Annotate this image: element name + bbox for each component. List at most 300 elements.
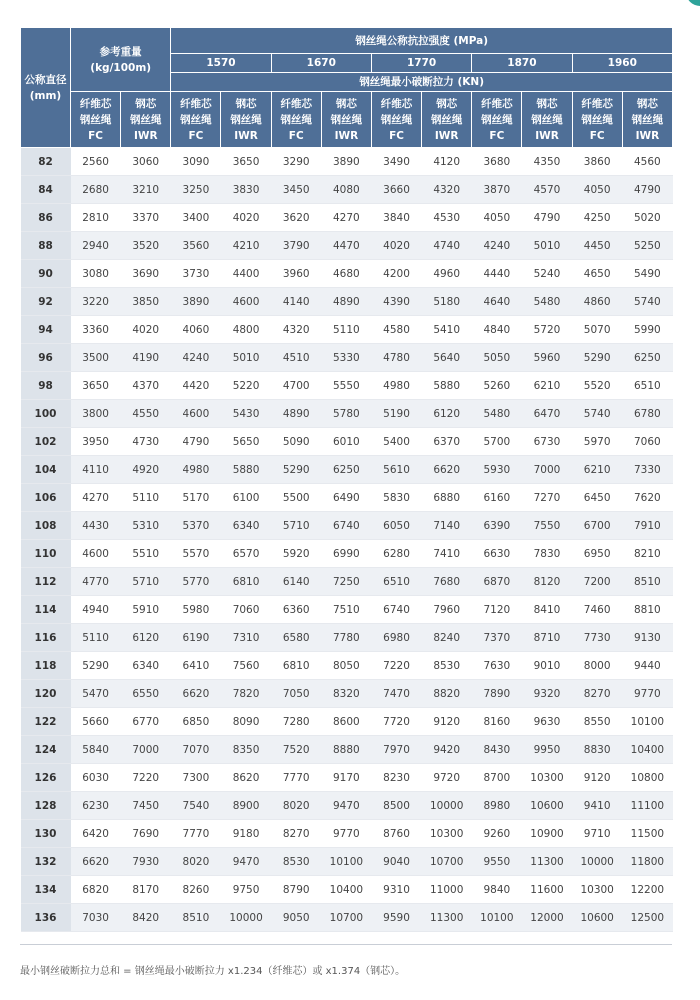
table-cell: 5470 [71, 680, 121, 708]
table-cell: 8980 [472, 792, 522, 820]
table-cell: 6490 [321, 484, 371, 512]
table-cell: 5910 [121, 596, 171, 624]
table-cell: 11800 [622, 848, 672, 876]
table-cell: 9180 [221, 820, 271, 848]
table-cell: 12200 [622, 876, 672, 904]
table-cell: 4060 [171, 316, 221, 344]
table-cell: 8510 [622, 568, 672, 596]
table-cell: 5290 [572, 344, 622, 372]
table-cell: 9710 [572, 820, 622, 848]
table-cell: 4890 [271, 400, 321, 428]
table-cell: 4580 [371, 316, 421, 344]
table-cell: 4650 [572, 260, 622, 288]
table-cell: 7030 [71, 904, 121, 932]
table-cell: 7770 [271, 764, 321, 792]
table-cell: 7300 [171, 764, 221, 792]
table-cell: 4320 [271, 316, 321, 344]
table-cell: 6010 [321, 428, 371, 456]
table-cell: 7470 [371, 680, 421, 708]
table-cell: 5840 [71, 736, 121, 764]
table-cell: 5710 [121, 568, 171, 596]
table-cell: 3890 [171, 288, 221, 316]
table-cell: 3520 [121, 232, 171, 260]
iwr-column-header [522, 92, 572, 148]
table-cell: 7540 [171, 792, 221, 820]
table-cell: 5110 [321, 316, 371, 344]
table-cell: 7820 [221, 680, 271, 708]
table-cell: 6620 [422, 456, 472, 484]
fc-header-line: 钢丝绳 [481, 113, 513, 126]
table-cell: 10300 [422, 820, 472, 848]
table-cell: 11300 [522, 848, 572, 876]
table-cell: 9630 [522, 708, 572, 736]
table-cell: 6160 [472, 484, 522, 512]
table-cell: 5980 [171, 596, 221, 624]
iwr-header-line: 钢丝绳 [631, 113, 664, 126]
table-cell: 6370 [422, 428, 472, 456]
table-cell: 10400 [622, 736, 672, 764]
row-diameter: 82 [21, 148, 71, 176]
table-cell: 8600 [321, 708, 371, 736]
table-cell: 6620 [71, 848, 121, 876]
table-cell: 6740 [321, 512, 371, 540]
wire-rope-spec-table [20, 27, 673, 932]
table-cell: 7830 [522, 540, 572, 568]
table-cell: 5610 [371, 456, 421, 484]
fc-header-line: FC [88, 129, 104, 142]
table-row [21, 428, 673, 456]
table-cell: 8710 [522, 624, 572, 652]
table-cell: 4080 [321, 176, 371, 204]
table-cell: 5510 [121, 540, 171, 568]
table-cell: 9120 [572, 764, 622, 792]
iwr-header-line: 钢丝绳 [330, 113, 363, 126]
table-cell: 10100 [321, 848, 371, 876]
breaking-force-title: 钢丝绳最小破断拉力 (KN) [171, 73, 673, 92]
iwr-header-line: 钢丝绳 [430, 113, 463, 126]
table-cell: 6030 [71, 764, 121, 792]
table-cell: 7140 [422, 512, 472, 540]
row-diameter: 112 [21, 568, 71, 596]
table-cell: 4270 [71, 484, 121, 512]
table-cell: 6810 [221, 568, 271, 596]
fc-header-line: 钢丝绳 [380, 113, 413, 126]
table-cell: 5960 [522, 344, 572, 372]
table-cell: 3620 [271, 204, 321, 232]
table-cell: 6550 [121, 680, 171, 708]
table-cell: 3960 [271, 260, 321, 288]
table-cell: 6950 [572, 540, 622, 568]
strength-title: 钢丝绳公称抗拉强度 (MPa) [171, 28, 673, 54]
row-diameter: 94 [21, 316, 71, 344]
table-row [21, 540, 673, 568]
table-cell: 6210 [522, 372, 572, 400]
table-cell: 8760 [371, 820, 421, 848]
table-cell: 7310 [221, 624, 271, 652]
table-cell: 10100 [472, 904, 522, 932]
table-row [21, 316, 673, 344]
table-cell: 7730 [572, 624, 622, 652]
table-cell: 5400 [371, 428, 421, 456]
iwr-header-line: 钢芯 [335, 97, 357, 110]
table-cell: 5010 [221, 344, 271, 372]
table-cell: 6620 [171, 680, 221, 708]
table-cell: 10600 [522, 792, 572, 820]
table-cell: 5640 [422, 344, 472, 372]
table-cell: 9770 [622, 680, 672, 708]
table-cell: 7410 [422, 540, 472, 568]
table-cell: 4200 [371, 260, 421, 288]
table-cell: 11500 [622, 820, 672, 848]
table-row [21, 512, 673, 540]
table-cell: 4020 [121, 316, 171, 344]
table-cell: 3730 [171, 260, 221, 288]
table-cell: 7520 [271, 736, 321, 764]
table-cell: 5830 [371, 484, 421, 512]
table-cell: 9720 [422, 764, 472, 792]
table-cell: 5490 [622, 260, 672, 288]
fc-column-header [171, 92, 221, 148]
table-cell: 4960 [422, 260, 472, 288]
table-cell: 9470 [321, 792, 371, 820]
table-row [21, 232, 673, 260]
table-cell: 7070 [171, 736, 221, 764]
table-cell: 5930 [472, 456, 522, 484]
table-cell: 8790 [271, 876, 321, 904]
table-cell: 7560 [221, 652, 271, 680]
table-cell: 9840 [472, 876, 522, 904]
table-cell: 4390 [371, 288, 421, 316]
table-cell: 8020 [271, 792, 321, 820]
table-cell: 3090 [171, 148, 221, 176]
table-cell: 7620 [622, 484, 672, 512]
fc-header-line: FC [489, 129, 505, 142]
table-cell: 5650 [221, 428, 271, 456]
table-cell: 4240 [472, 232, 522, 260]
table-cell: 10700 [321, 904, 371, 932]
table-cell: 8260 [171, 876, 221, 904]
strength-1570: 1570 [171, 54, 271, 73]
iwr-header-line: IWR [234, 129, 258, 142]
table-row [21, 820, 673, 848]
table-cell: 9320 [522, 680, 572, 708]
row-diameter: 104 [21, 456, 71, 484]
table-cell: 3080 [71, 260, 121, 288]
strength-1960: 1960 [572, 54, 672, 73]
table-cell: 4980 [371, 372, 421, 400]
table-cell: 6360 [271, 596, 321, 624]
table-cell: 7370 [472, 624, 522, 652]
table-cell: 6980 [371, 624, 421, 652]
table-cell: 4570 [522, 176, 572, 204]
table-cell: 9130 [622, 624, 672, 652]
table-cell: 8350 [221, 736, 271, 764]
table-cell: 6730 [522, 428, 572, 456]
table-cell: 7450 [121, 792, 171, 820]
table-cell: 7200 [572, 568, 622, 596]
table-cell: 5410 [422, 316, 472, 344]
fc-header-line: 纤维芯 [481, 97, 513, 110]
table-cell: 3060 [121, 148, 171, 176]
table-cell: 7510 [321, 596, 371, 624]
table-cell: 3370 [121, 204, 171, 232]
table-cell: 8240 [422, 624, 472, 652]
table-cell: 4640 [472, 288, 522, 316]
table-cell: 4790 [522, 204, 572, 232]
table-cell: 10000 [572, 848, 622, 876]
table-cell: 10000 [422, 792, 472, 820]
table-cell: 8050 [321, 652, 371, 680]
table-row [21, 568, 673, 596]
table-cell: 4270 [321, 204, 371, 232]
table-cell: 3870 [472, 176, 522, 204]
diameter-label: 公称直径 [24, 73, 67, 86]
table-cell: 6880 [422, 484, 472, 512]
table-cell: 2810 [71, 204, 121, 232]
iwr-header-line: IWR [434, 129, 459, 142]
table-row [21, 652, 673, 680]
table-cell: 3650 [221, 148, 271, 176]
row-diameter: 134 [21, 876, 71, 904]
table-cell: 9050 [271, 904, 321, 932]
table-cell: 7060 [622, 428, 672, 456]
table-cell: 9310 [371, 876, 421, 904]
table-cell: 8510 [171, 904, 221, 932]
table-cell: 8000 [572, 652, 622, 680]
table-row [21, 484, 673, 512]
table-cell: 4740 [422, 232, 472, 260]
table-cell: 8090 [221, 708, 271, 736]
table-cell: 4560 [622, 148, 672, 176]
table-cell: 5520 [572, 372, 622, 400]
table-cell: 4530 [422, 204, 472, 232]
table-cell: 6250 [321, 456, 371, 484]
table-cell: 6450 [572, 484, 622, 512]
table-cell: 4020 [371, 232, 421, 260]
table-cell: 4400 [221, 260, 271, 288]
table-cell: 7220 [121, 764, 171, 792]
row-diameter: 128 [21, 792, 71, 820]
table-cell: 8270 [572, 680, 622, 708]
table-row [21, 708, 673, 736]
strength-1870: 1870 [472, 54, 572, 73]
table-cell: 6770 [121, 708, 171, 736]
table-cell: 7550 [522, 512, 572, 540]
table-cell: 7930 [121, 848, 171, 876]
table-row [21, 876, 673, 904]
table-cell: 4800 [221, 316, 271, 344]
fc-header-line: 钢丝绳 [180, 113, 212, 126]
table-cell: 5550 [321, 372, 371, 400]
table-cell: 7330 [622, 456, 672, 484]
iwr-header-line: 钢丝绳 [230, 113, 262, 126]
table-cell: 2680 [71, 176, 121, 204]
table-cell: 6120 [121, 624, 171, 652]
table-cell: 6780 [622, 400, 672, 428]
table-cell: 9550 [472, 848, 522, 876]
table-cell: 8620 [221, 764, 271, 792]
table-cell: 3890 [321, 148, 371, 176]
table-cell: 4210 [221, 232, 271, 260]
table-cell: 3680 [472, 148, 522, 176]
table-cell: 8810 [622, 596, 672, 624]
iwr-header-line: IWR [334, 129, 359, 142]
iwr-header-line: 钢芯 [536, 97, 558, 110]
fc-header-line: 纤维芯 [280, 97, 312, 110]
table-cell: 4940 [71, 596, 121, 624]
table-row [21, 848, 673, 876]
table-cell: 10400 [321, 876, 371, 904]
table-cell: 4920 [121, 456, 171, 484]
table-cell: 8830 [572, 736, 622, 764]
iwr-header-line: 钢芯 [436, 97, 458, 110]
table-cell: 8230 [371, 764, 421, 792]
fc-column-header [572, 92, 622, 148]
table-cell: 6820 [71, 876, 121, 904]
table-cell: 7120 [472, 596, 522, 624]
row-diameter: 136 [21, 904, 71, 932]
table-cell: 4600 [171, 400, 221, 428]
table-cell: 6120 [422, 400, 472, 428]
table-cell: 5190 [371, 400, 421, 428]
table-cell: 5180 [422, 288, 472, 316]
table-cell: 5740 [572, 400, 622, 428]
table-cell: 4020 [221, 204, 271, 232]
fc-header-line: FC [389, 129, 404, 142]
table-row [21, 904, 673, 932]
table-cell: 6510 [622, 372, 672, 400]
iwr-header-line: IWR [635, 129, 660, 142]
table-cell: 6510 [371, 568, 421, 596]
table-cell: 6190 [171, 624, 221, 652]
table-cell: 5020 [622, 204, 672, 232]
fc-header-line: 钢丝绳 [79, 113, 112, 126]
footnote: 最小钢丝破断拉力总和 = 钢丝绳最小破断拉力 x1.234（纤维芯）或 x1.374（钢芯）。 [20, 966, 406, 977]
table-row [21, 596, 673, 624]
row-diameter: 88 [21, 232, 71, 260]
weight-label: 参考重量 [99, 45, 142, 58]
row-diameter: 132 [21, 848, 71, 876]
table-cell: 9170 [321, 764, 371, 792]
table-cell: 7000 [522, 456, 572, 484]
table-cell: 11300 [422, 904, 472, 932]
table-cell: 4430 [71, 512, 121, 540]
table-cell: 5920 [271, 540, 321, 568]
table-cell: 9010 [522, 652, 572, 680]
iwr-header-line: IWR [133, 129, 158, 142]
row-diameter: 102 [21, 428, 71, 456]
table-cell: 7970 [371, 736, 421, 764]
table-cell: 10700 [422, 848, 472, 876]
table-cell: 7770 [171, 820, 221, 848]
table-cell: 4110 [71, 456, 121, 484]
table-cell: 4420 [171, 372, 221, 400]
iwr-column-header [422, 92, 472, 148]
iwr-header-line: 钢芯 [235, 97, 257, 110]
corner-tab-decoration [686, 0, 700, 6]
row-diameter: 130 [21, 820, 71, 848]
fc-header-line: 钢丝绳 [581, 113, 613, 126]
table-cell: 8160 [472, 708, 522, 736]
row-diameter: 122 [21, 708, 71, 736]
table-cell: 5970 [572, 428, 622, 456]
table-cell: 4730 [121, 428, 171, 456]
weight-header [71, 28, 171, 92]
table-cell: 5990 [622, 316, 672, 344]
table-cell: 5070 [572, 316, 622, 344]
table-cell: 10300 [572, 876, 622, 904]
table-cell: 4790 [171, 428, 221, 456]
table-cell: 10100 [622, 708, 672, 736]
table-cell: 4120 [422, 148, 472, 176]
table-cell: 10600 [572, 904, 622, 932]
table-cell: 6250 [622, 344, 672, 372]
table-cell: 3560 [171, 232, 221, 260]
table-cell: 9040 [371, 848, 421, 876]
table-cell: 7720 [371, 708, 421, 736]
table-cell: 6570 [221, 540, 271, 568]
table-cell: 3250 [171, 176, 221, 204]
table-cell: 3220 [71, 288, 121, 316]
table-cell: 8170 [121, 876, 171, 904]
table-cell: 5480 [472, 400, 522, 428]
fc-header-line: FC [188, 129, 204, 142]
table-cell: 3450 [271, 176, 321, 204]
table-cell: 6810 [271, 652, 321, 680]
table-row [21, 792, 673, 820]
table-cell: 9750 [221, 876, 271, 904]
table-cell: 7060 [221, 596, 271, 624]
table-cell: 2560 [71, 148, 121, 176]
table-row [21, 736, 673, 764]
table-cell: 5740 [622, 288, 672, 316]
iwr-column-header [622, 92, 672, 148]
table-cell: 6340 [121, 652, 171, 680]
table-cell: 4250 [572, 204, 622, 232]
table-cell: 5310 [121, 512, 171, 540]
fc-header-line: 纤维芯 [581, 97, 613, 110]
strength-1670: 1670 [271, 54, 371, 73]
table-cell: 5770 [171, 568, 221, 596]
table-cell: 5240 [522, 260, 572, 288]
table-cell: 9590 [371, 904, 421, 932]
table-cell: 6100 [221, 484, 271, 512]
table-cell: 3840 [371, 204, 421, 232]
table-cell: 9770 [321, 820, 371, 848]
table-cell: 6870 [472, 568, 522, 596]
table-cell: 7280 [271, 708, 321, 736]
table-cell: 4320 [422, 176, 472, 204]
iwr-header-line: 钢芯 [636, 97, 658, 110]
iwr-column-header [221, 92, 271, 148]
table-cell: 11100 [622, 792, 672, 820]
table-cell: 5500 [271, 484, 321, 512]
row-diameter: 98 [21, 372, 71, 400]
table-cell: 8880 [321, 736, 371, 764]
table-cell: 5010 [522, 232, 572, 260]
table-cell: 5700 [472, 428, 522, 456]
row-diameter: 86 [21, 204, 71, 232]
table-cell: 8270 [271, 820, 321, 848]
table-cell: 6470 [522, 400, 572, 428]
table-cell: 8820 [422, 680, 472, 708]
table-cell: 4680 [321, 260, 371, 288]
table-cell: 4440 [472, 260, 522, 288]
table-cell: 5570 [171, 540, 221, 568]
table-row [21, 400, 673, 428]
table-row [21, 456, 673, 484]
table-cell: 11600 [522, 876, 572, 904]
